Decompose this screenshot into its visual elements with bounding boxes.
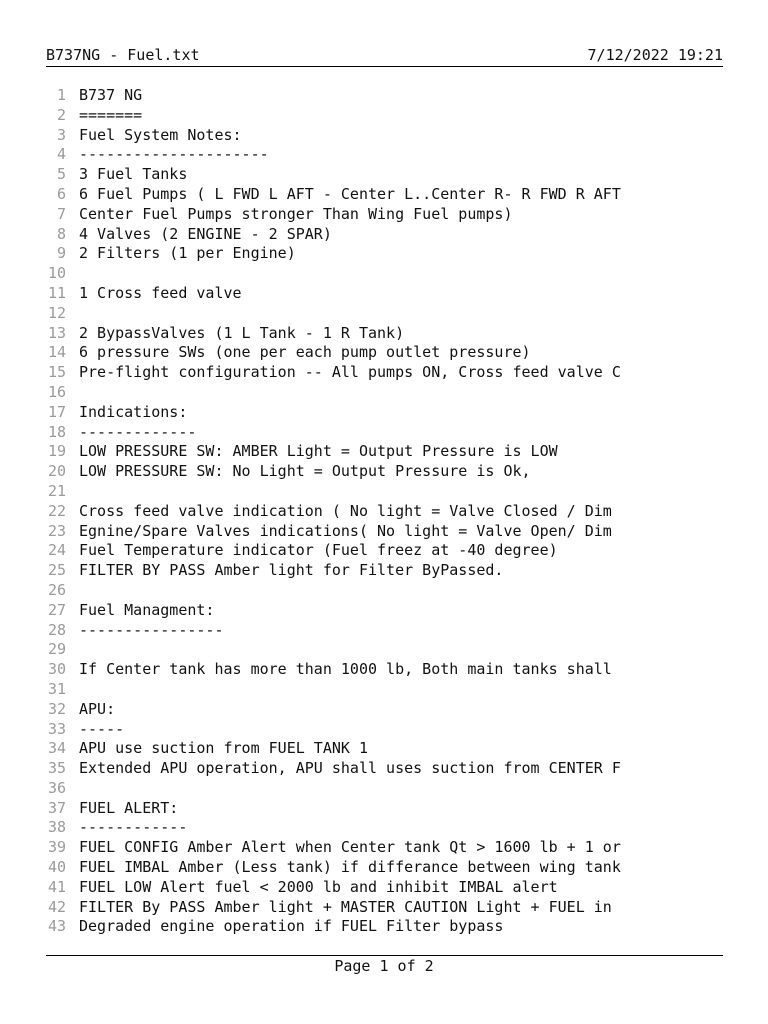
- line-text: 6 Fuel Pumps ( L FWD L AFT - Center L..Center R- R FWD R AFT: [79, 184, 621, 203]
- line-text: FUEL CONFIG Amber Alert when Center tank Qt > 1600 lb + 1 or: [79, 838, 621, 857]
- text-line: [46, 601, 723, 621]
- line-number: 20: [47, 462, 66, 481]
- text-line: [46, 779, 723, 799]
- line-number: 27: [47, 600, 66, 619]
- line-number: 19: [47, 442, 66, 461]
- text-line: [46, 482, 723, 502]
- line-text: 2 Filters (1 per Engine): [79, 244, 296, 263]
- line-text: ---------------------: [79, 145, 269, 164]
- line-number: 12: [47, 303, 66, 322]
- line-text: Egnine/Spare Valves indications( No light = Valve Open/ Dim: [79, 521, 612, 540]
- line-text: LOW PRESSURE SW: No Light = Output Pressure is Ok,: [79, 462, 531, 481]
- text-line: [46, 660, 723, 680]
- text-line: [46, 442, 723, 462]
- line-number: 41: [47, 877, 66, 896]
- text-line: [46, 917, 723, 937]
- line-number: 4: [56, 145, 66, 164]
- line-text: FILTER BY PASS Amber light for Filter ByPassed.: [79, 561, 504, 580]
- line-text: FILTER By PASS Amber light + MASTER CAUTION Light + FUEL in: [79, 897, 612, 916]
- line-text: 4 Valves (2 ENGINE - 2 SPAR): [79, 224, 332, 243]
- text-line: [46, 462, 723, 482]
- line-text: APU:: [79, 699, 116, 718]
- text-line: [46, 739, 723, 759]
- text-line: [46, 561, 723, 581]
- text-line: [46, 264, 723, 284]
- file-content: [46, 86, 723, 937]
- line-text: LOW PRESSURE SW: AMBER Light = Output Pressure is LOW: [79, 442, 558, 461]
- line-number: 22: [47, 501, 66, 520]
- text-line: [46, 343, 723, 363]
- line-number: 21: [47, 481, 66, 500]
- line-number: 32: [47, 699, 66, 718]
- line-text: Fuel Managment:: [79, 600, 215, 619]
- line-text: 6 pressure SWs (one per each pump outlet pressure): [79, 343, 531, 362]
- text-line: [46, 284, 723, 304]
- line-number: 33: [47, 719, 66, 738]
- text-line: [46, 878, 723, 898]
- line-number: 43: [47, 917, 66, 936]
- line-number: 17: [47, 402, 66, 421]
- line-text: Degraded engine operation if FUEL Filter bypass: [79, 917, 504, 936]
- line-number: 7: [56, 204, 66, 223]
- line-number: 15: [47, 363, 66, 382]
- text-line: [46, 185, 723, 205]
- line-number: 38: [47, 818, 66, 837]
- text-line: [46, 304, 723, 324]
- line-number: 36: [47, 778, 66, 797]
- text-line: [46, 720, 723, 740]
- line-text: 3 Fuel Tanks: [79, 165, 188, 184]
- line-text: 2 BypassValves (1 L Tank - 1 R Tank): [79, 323, 405, 342]
- line-number: 30: [47, 660, 66, 679]
- line-number: 9: [56, 244, 66, 263]
- line-text: APU use suction from FUEL TANK 1: [79, 739, 368, 758]
- line-number: 26: [47, 580, 66, 599]
- line-text: If Center tank has more than 1000 lb, Both main tanks shall: [79, 660, 612, 679]
- line-number: 11: [47, 283, 66, 302]
- text-line: [46, 700, 723, 720]
- line-text: FUEL IMBAL Amber (Less tank) if differance between wing tank: [79, 858, 621, 877]
- text-line: [46, 106, 723, 126]
- line-text: FUEL LOW Alert fuel < 2000 lb and inhibit IMBAL alert: [79, 877, 558, 896]
- text-line: [46, 145, 723, 165]
- line-text: Pre-flight configuration -- All pumps ON, Cross feed valve C: [79, 363, 621, 382]
- text-line: [46, 581, 723, 601]
- text-line: [46, 759, 723, 779]
- text-line: [46, 502, 723, 522]
- text-line: [46, 165, 723, 185]
- line-text: ------------: [79, 818, 188, 837]
- text-line: [46, 858, 723, 878]
- line-text: 1 Cross feed valve: [79, 283, 242, 302]
- line-number: 35: [47, 759, 66, 778]
- text-line: [46, 403, 723, 423]
- text-line: [46, 86, 723, 106]
- line-text: FUEL ALERT:: [79, 798, 179, 817]
- page-header: [46, 44, 723, 67]
- line-text: Fuel Temperature indicator (Fuel freez at -40 degree): [79, 541, 558, 560]
- line-number: 29: [47, 640, 66, 659]
- line-number: 2: [56, 105, 66, 124]
- line-number: 24: [47, 541, 66, 560]
- text-line: [46, 621, 723, 641]
- line-number: 16: [47, 382, 66, 401]
- print-date: 7/12/2022 19:21: [587, 46, 723, 64]
- line-number: 10: [47, 264, 66, 283]
- line-number: 3: [56, 125, 66, 144]
- line-text: ----------------: [79, 620, 224, 639]
- text-line: [46, 244, 723, 264]
- line-number: 40: [47, 858, 66, 877]
- line-text: Indications:: [79, 402, 188, 421]
- line-text: Fuel System Notes:: [79, 125, 242, 144]
- line-text: Center Fuel Pumps stronger Than Wing Fuel pumps): [79, 204, 513, 223]
- text-line: [46, 838, 723, 858]
- line-number: 8: [56, 224, 66, 243]
- line-number: 1: [56, 86, 66, 104]
- text-line: [46, 205, 723, 225]
- line-number: 23: [47, 521, 66, 540]
- line-number: 31: [47, 679, 66, 698]
- line-number: 39: [47, 838, 66, 857]
- footer-divider: [46, 955, 723, 956]
- line-number: 5: [56, 165, 66, 184]
- text-line: [46, 225, 723, 245]
- text-line: [46, 898, 723, 918]
- line-number: 37: [47, 798, 66, 817]
- text-line: [46, 640, 723, 660]
- line-number: 42: [47, 897, 66, 916]
- line-text: Extended APU operation, APU shall uses suction from CENTER F: [79, 759, 621, 778]
- line-text: -------------: [79, 422, 197, 441]
- text-line: [46, 126, 723, 146]
- text-line: [46, 363, 723, 383]
- page-number: Page 1 of 2: [334, 957, 434, 975]
- text-line: [46, 799, 723, 819]
- line-number: 18: [47, 422, 66, 441]
- line-text: =======: [79, 105, 143, 124]
- text-line: [46, 680, 723, 700]
- text-line: [46, 522, 723, 542]
- line-number: 28: [47, 620, 66, 639]
- text-line: [46, 324, 723, 344]
- line-text: -----: [79, 719, 125, 738]
- line-text: B737 NG: [79, 86, 143, 104]
- line-number: 34: [47, 739, 66, 758]
- text-line: [46, 423, 723, 443]
- line-text: Cross feed valve indication ( No light = Valve Closed / Dim: [79, 501, 612, 520]
- text-line: [46, 818, 723, 838]
- line-number: 13: [47, 323, 66, 342]
- line-number: 6: [56, 184, 66, 203]
- line-number: 25: [47, 561, 66, 580]
- line-number: 14: [47, 343, 66, 362]
- text-line: [46, 383, 723, 403]
- file-title: B737NG - Fuel.txt: [46, 46, 200, 64]
- text-line: [46, 541, 723, 561]
